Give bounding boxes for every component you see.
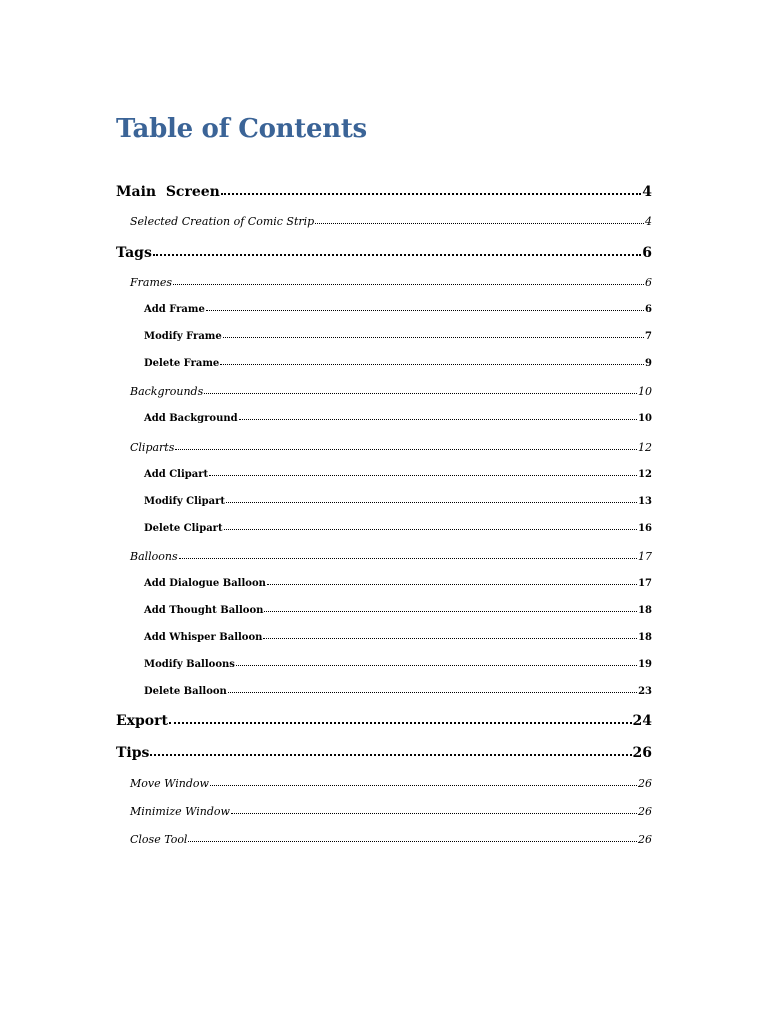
toc-entry-delete-frame[interactable]	[144, 359, 652, 369]
toc-entry-page-number: 26	[638, 777, 652, 790]
toc-entry-label: Frames	[130, 276, 173, 289]
dot-leader	[150, 754, 631, 756]
toc-entry-page-number: 17	[638, 550, 652, 563]
toc-entry-label: Add Dialogue Balloon	[144, 578, 266, 589]
toc-entry-delete-balloon[interactable]	[144, 687, 652, 697]
toc-entry-page-number: 6	[645, 276, 652, 289]
toc-entry-frames[interactable]	[130, 277, 652, 288]
toc-entry-page-number: 17	[638, 578, 652, 589]
toc-entry-export[interactable]	[116, 714, 652, 728]
toc-entry-label: Move Window	[130, 777, 209, 790]
dot-leader	[264, 611, 637, 612]
toc-entry-add-thought-balloon[interactable]	[144, 606, 652, 616]
toc-entry-label: Modify Balloons	[144, 659, 235, 670]
toc-entry-page-number: 26	[638, 833, 652, 846]
dot-leader	[204, 393, 637, 394]
toc-entry-label: Minimize Window	[130, 805, 230, 818]
dot-leader	[236, 665, 637, 666]
toc-entry-close-tool[interactable]	[130, 834, 652, 845]
dot-leader	[224, 529, 638, 530]
toc-entry-label: Modify Frame	[144, 331, 222, 342]
toc-entry-page-number: 18	[638, 632, 652, 643]
toc-entry-label: Modify Clipart	[144, 496, 226, 507]
dot-leader	[179, 558, 637, 559]
toc-entry-add-frame[interactable]	[144, 305, 652, 315]
toc-entry-label: Add Clipart	[144, 469, 209, 480]
toc-entry-page-number: 26	[638, 805, 652, 818]
toc-entry-main-screen[interactable]	[116, 185, 652, 199]
dot-leader	[175, 449, 637, 450]
toc-entry-page-number: 24	[632, 713, 652, 729]
toc-entry-backgrounds[interactable]	[130, 386, 652, 397]
dot-leader	[231, 813, 637, 814]
dot-leader	[263, 638, 637, 639]
toc-entry-page-number: 6	[642, 245, 652, 261]
toc-entry-label: Delete Clipart	[144, 523, 223, 534]
toc-entry-modify-frame[interactable]	[144, 332, 652, 342]
toc-entry-delete-clipart[interactable]	[144, 524, 652, 534]
toc-entry-page-number: 10	[638, 385, 652, 398]
dot-leader	[226, 502, 637, 503]
toc-entry-page-number: 12	[638, 441, 652, 454]
toc-entry-page-number: 6	[645, 304, 652, 315]
toc-entry-page-number: 4	[645, 215, 652, 228]
toc-entry-page-number: 13	[638, 496, 652, 507]
toc-entry-label: Tags	[116, 245, 152, 261]
toc-entry-label: Tips	[116, 745, 150, 761]
toc-entry-label: Add Frame	[144, 304, 205, 315]
toc-entry-label: Add Thought Balloon	[144, 605, 264, 616]
toc-entry-page-number: 4	[642, 184, 652, 200]
toc-entry-page-number: 16	[638, 523, 652, 534]
dot-leader	[188, 841, 637, 842]
toc-entry-add-dialogue-balloon[interactable]	[144, 579, 652, 589]
toc-entry-page-number: 19	[638, 659, 652, 670]
dot-leader	[223, 337, 644, 338]
toc-entry-modify-balloons[interactable]	[144, 660, 652, 670]
toc-entry-add-clipart[interactable]	[144, 470, 652, 480]
toc-entry-add-background[interactable]	[144, 414, 652, 424]
toc-entry-label: Selected Creation of Comic Strip	[130, 215, 315, 228]
toc-entry-minimize-window[interactable]	[130, 806, 652, 817]
toc-entry-add-whisper-balloon[interactable]	[144, 633, 652, 643]
toc-entry-page-number: 10	[638, 413, 652, 424]
toc-entry-page-number: 7	[645, 331, 652, 342]
dot-leader	[210, 785, 637, 786]
toc-entry-tips[interactable]	[116, 746, 652, 760]
toc-entry-move-window[interactable]	[130, 778, 652, 789]
toc-entry-page-number: 9	[645, 358, 652, 369]
dot-leader	[206, 310, 644, 311]
toc-entry-label: Close Tool	[130, 833, 188, 846]
dot-leader	[169, 722, 632, 724]
toc-entry-tags[interactable]	[116, 246, 652, 260]
dot-leader	[315, 223, 644, 224]
toc-entry-label: Export	[116, 713, 168, 729]
toc-entry-page-number: 26	[632, 745, 652, 761]
toc-entry-label: Delete Balloon	[144, 686, 227, 697]
toc-entry-label: Backgrounds	[130, 385, 204, 398]
toc-entry-label: Cliparts	[130, 441, 175, 454]
dot-leader	[228, 692, 637, 693]
dot-leader	[173, 284, 644, 285]
toc-entry-page-number: 18	[638, 605, 652, 616]
page-title: Table of Contents	[116, 114, 367, 144]
toc-entry-page-number: 12	[638, 469, 652, 480]
dot-leader	[220, 364, 644, 365]
toc-entry-page-number: 23	[638, 686, 652, 697]
toc-entry-selected-creation-of-comic-strip[interactable]	[130, 216, 652, 227]
toc-entry-cliparts[interactable]	[130, 442, 652, 453]
toc-entry-label: Delete Frame	[144, 358, 220, 369]
dot-leader	[209, 475, 637, 476]
toc-entry-label: Balloons	[130, 550, 178, 563]
dot-leader	[153, 254, 641, 256]
dot-leader	[239, 419, 637, 420]
dot-leader	[267, 584, 637, 585]
toc-entry-label: Add Background	[144, 413, 238, 424]
toc-entry-label: Add Whisper Balloon	[144, 632, 263, 643]
toc-entry-label: Main Screen	[116, 184, 220, 200]
toc-entry-modify-clipart[interactable]	[144, 497, 652, 507]
dot-leader	[221, 193, 641, 195]
toc-entry-balloons[interactable]	[130, 551, 652, 562]
